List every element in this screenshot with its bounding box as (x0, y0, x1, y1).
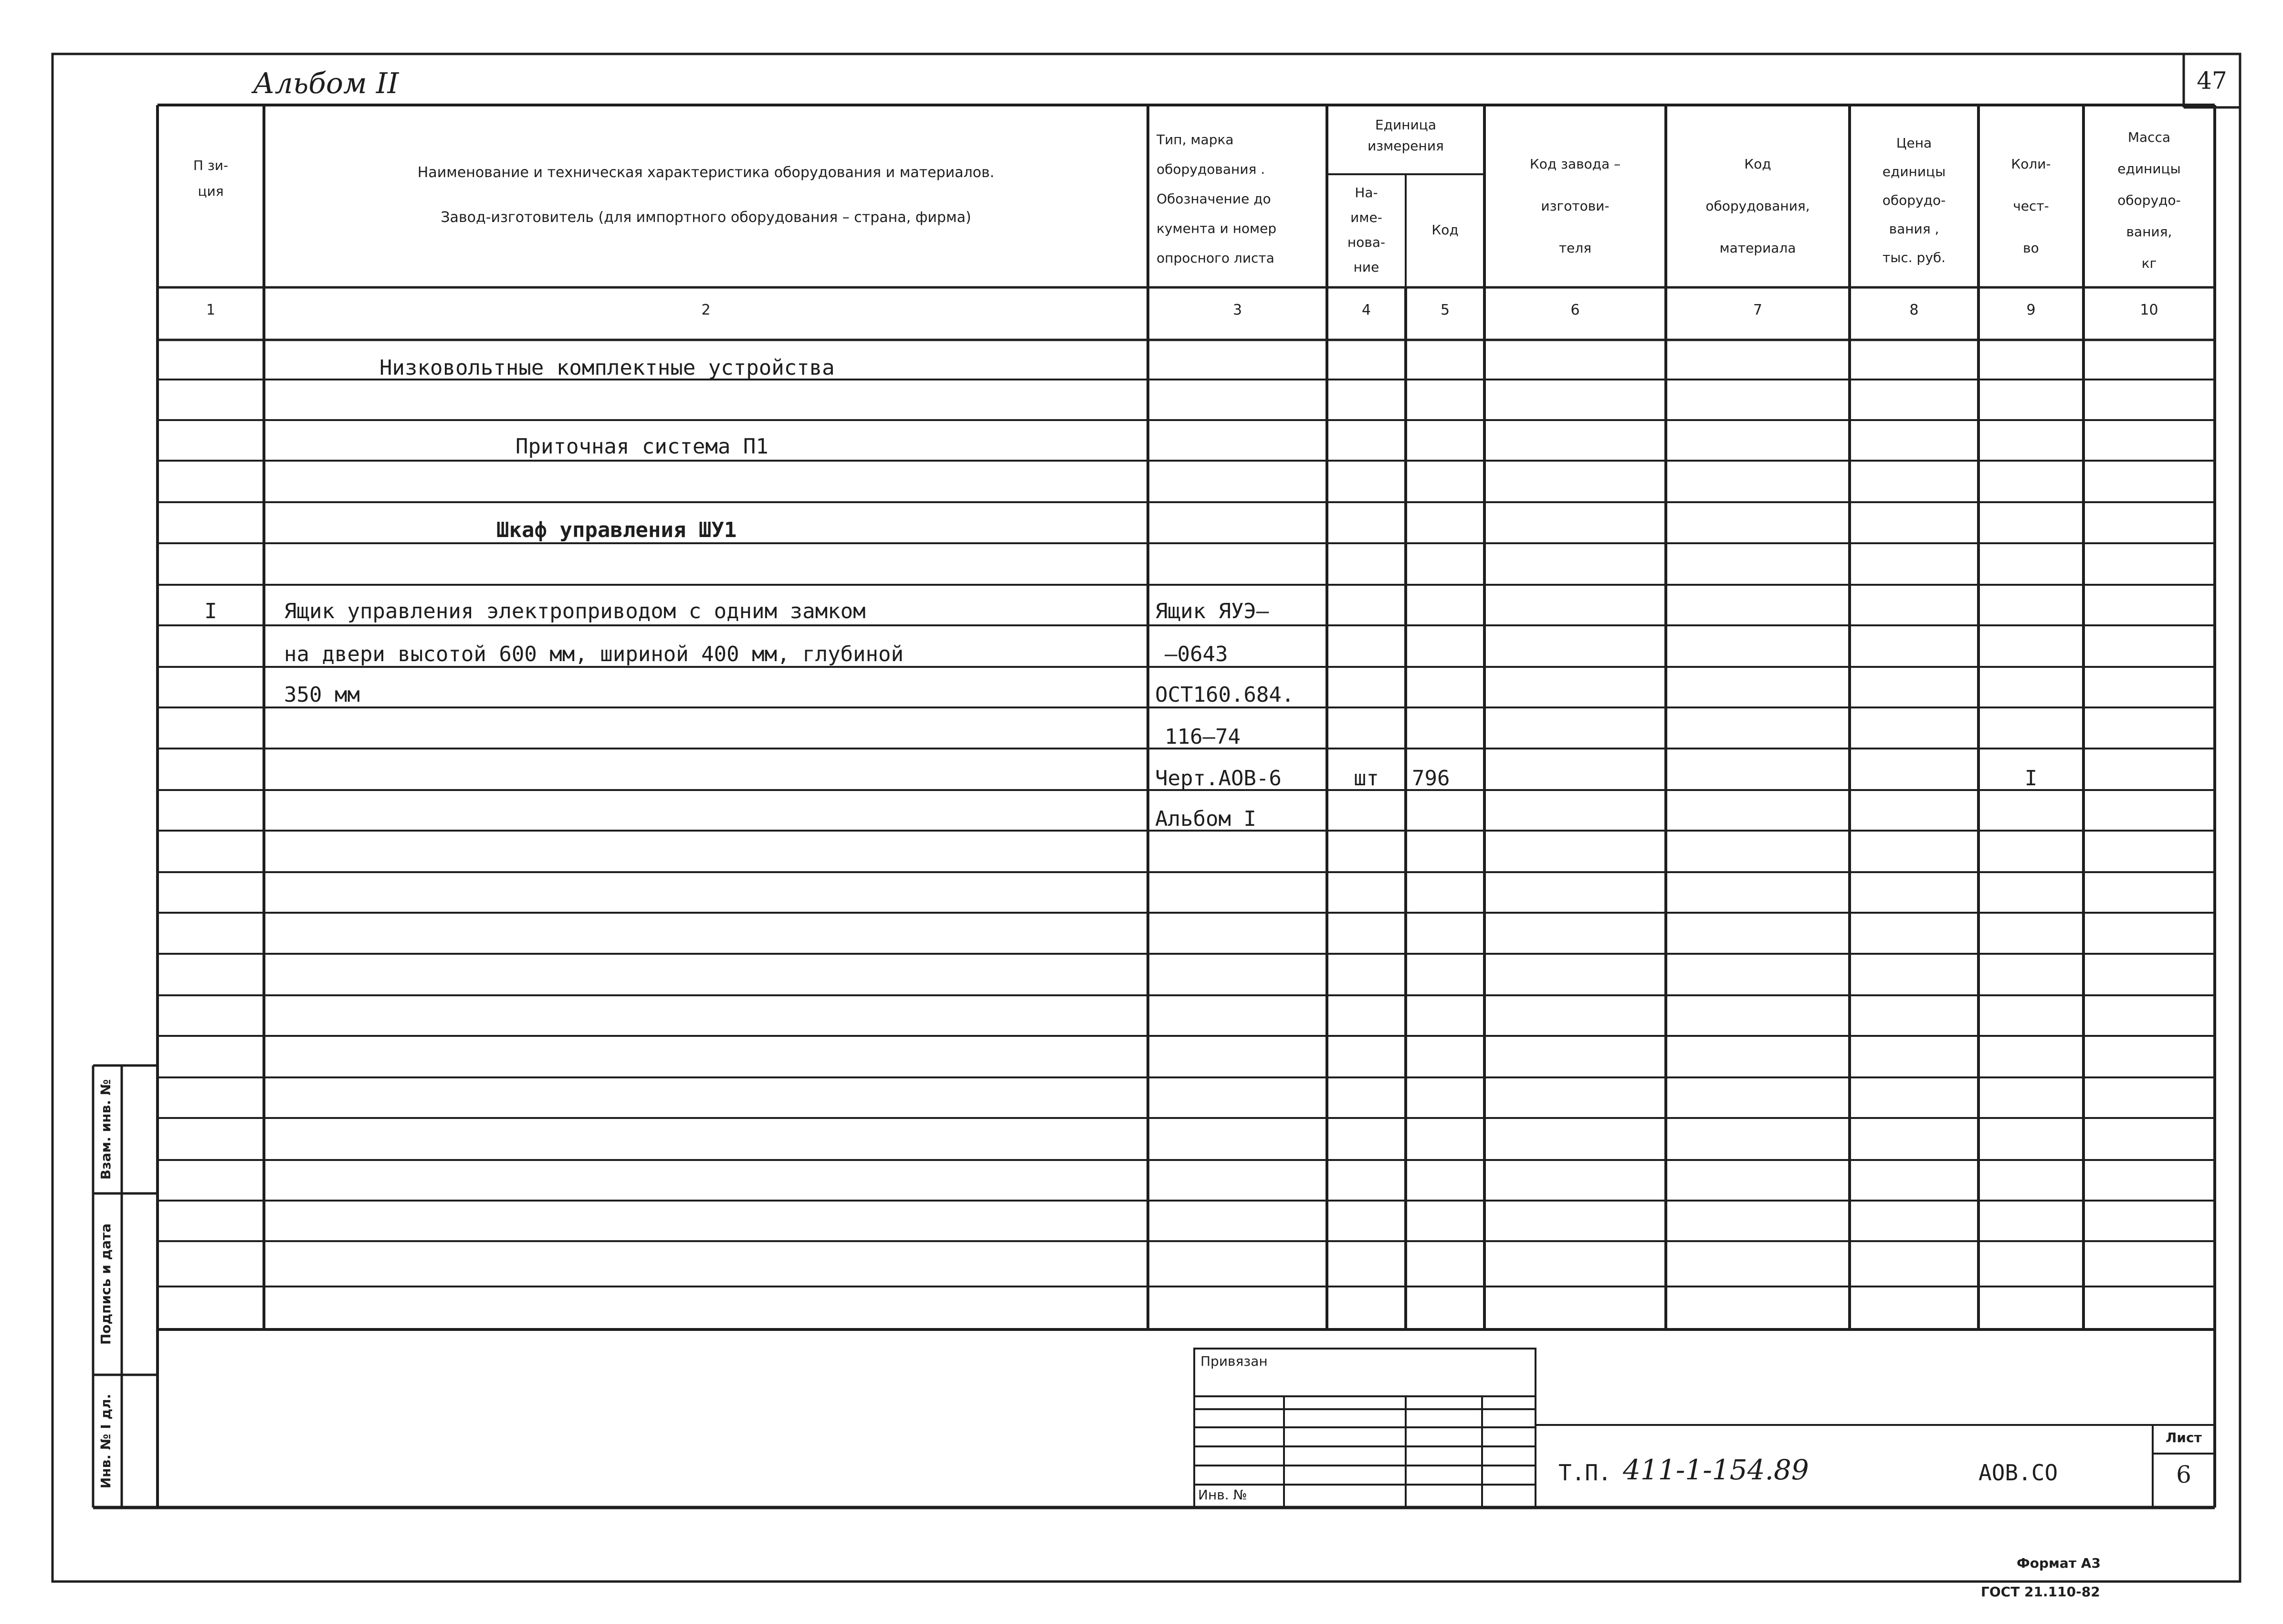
header-col5: Код (1431, 222, 1459, 238)
col-number-3: 3 (1232, 302, 1242, 318)
item-type-line6: Альбом I (1155, 807, 1256, 831)
section-heading-cabinet: Шкаф управления ШУ1 (496, 518, 737, 542)
col-number-6: 6 (1570, 302, 1580, 318)
stamp-signature-date: Подпись и дата (98, 1223, 114, 1345)
col-number-1: 1 (206, 302, 216, 318)
page-number: 47 (2197, 67, 2227, 95)
stamp-replacement-inv: Взам. инв. № (98, 1079, 114, 1180)
title-block-sheet-label: Лист (2166, 1430, 2202, 1445)
title-block-sheet-number: 6 (2176, 1461, 2191, 1488)
item-description-line3: 350 мм (284, 683, 360, 707)
header-col3: Тип, марка оборудования . Обозначение до кумента и номер опросного листа (1157, 132, 1277, 266)
item-type-line4: 116–74 (1165, 725, 1241, 749)
col-number-2: 2 (701, 302, 711, 318)
header-col2: Наименование и техническая характеристика оборудования и материалов. Завод-изготовитель (для импортного оборудования – страна, фирма) (417, 164, 995, 226)
header-col9: Коли- чест- во (2011, 156, 2051, 256)
album-label: Альбом II (253, 67, 399, 100)
col-number-9: 9 (2026, 302, 2036, 318)
title-block-inv-no: Инв. № (1198, 1487, 1247, 1503)
title-block-project-code: 411-1-154.89 (1623, 1454, 1809, 1486)
col-number-10: 10 (2140, 302, 2158, 318)
header-col8: Цена единицы оборудо- вания , тыс. руб. (1882, 135, 1946, 265)
col-number-8: 8 (1909, 302, 1919, 318)
col-number-7: 7 (1753, 302, 1763, 318)
col-number-5: 5 (1440, 302, 1450, 318)
title-block-project-prefix: Т.П. (1558, 1460, 1611, 1486)
item-type-line1: Ящик ЯУЭ– (1155, 599, 1269, 623)
header-col7: Код оборудования, материала (1705, 156, 1810, 256)
gost-label: ГОСТ 21.110-82 (1981, 1584, 2100, 1600)
header-unit-group: Единица измерения (1368, 117, 1444, 154)
item-position: I (204, 599, 217, 623)
stamp-inv-original: Инв. № I дл. (98, 1393, 114, 1489)
section-heading-nku: Низковольтные комплектные устройства (379, 356, 835, 380)
item-quantity: I (2024, 766, 2038, 791)
item-description-line1: Ящик управления электроприводом с одним замком (284, 599, 866, 623)
header-col6: Код завода – изготови- теля (1529, 156, 1621, 256)
format-label: Формат А3 (2017, 1555, 2101, 1571)
item-type-line2: –0643 (1165, 642, 1228, 666)
item-unit-name: шт (1354, 766, 1379, 791)
header-col10: Масса единицы оборудо- вания, кг (2117, 129, 2181, 271)
item-description-line2: на двери высотой 600 мм, шириной 400 мм, глубиной (284, 642, 904, 666)
title-block-doc-code: АОВ.СО (1978, 1460, 2058, 1486)
item-type-line5: Черт.АОВ-6 (1155, 766, 1282, 791)
item-unit-code: 796 (1412, 766, 1450, 791)
header-col1: П зи- ция (193, 158, 229, 199)
item-type-line3: ОСТ160.684. (1155, 683, 1294, 707)
header-col4: На- име- нова- ние (1347, 185, 1386, 275)
section-heading-system: Приточная система П1 (516, 434, 768, 459)
col-number-4: 4 (1361, 302, 1371, 318)
title-block-privyazan: Привязан (1200, 1353, 1268, 1369)
